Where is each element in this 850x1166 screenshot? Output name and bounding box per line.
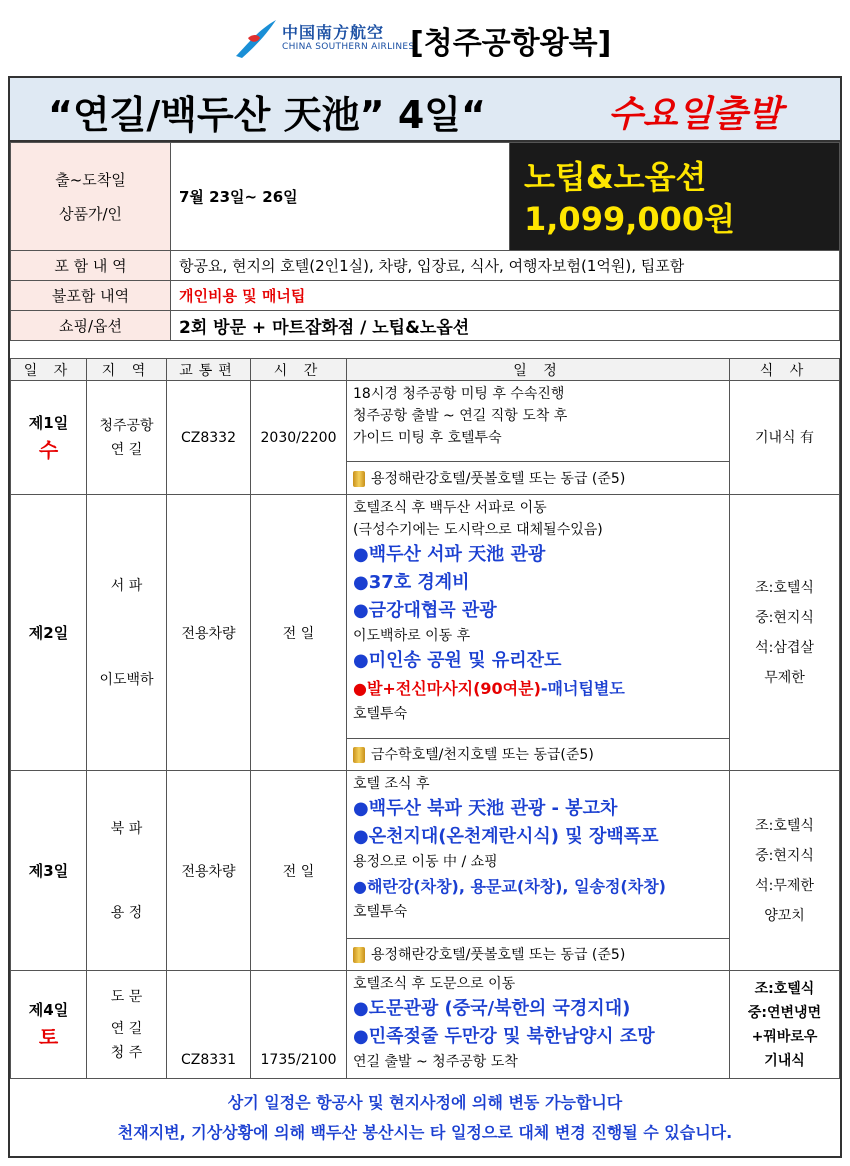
hotel-cell xyxy=(347,461,730,494)
region-cell xyxy=(87,771,167,971)
itinerary-line: 18시경 청주공항 미팅 후 수속진행 xyxy=(353,386,565,402)
info-table xyxy=(10,142,840,341)
hotel-cell xyxy=(347,938,730,970)
meal-cell xyxy=(730,771,840,971)
hotel-name: 용정해란강호텔/풋볼호텔 또는 동급 (준5) xyxy=(371,947,626,964)
itinerary-line: 이도백하로 이동 후 xyxy=(353,628,471,644)
itinerary-frame xyxy=(8,76,842,1158)
day-cell xyxy=(11,381,87,495)
meal-line: 조:호텔식 xyxy=(754,980,815,997)
hotel-icon xyxy=(353,947,365,963)
hotel-cell xyxy=(347,738,730,770)
exclude-label: 불포함 내역 xyxy=(11,281,171,311)
meal-line: 중:현지식 xyxy=(755,609,814,626)
footer-line: 천재지변, 기상상황에 의해 백두산 봉산시는 타 일정으로 대체 변경 진행될 수 있습니다. xyxy=(117,1123,733,1142)
itinerary-cell xyxy=(347,381,730,462)
day-label: 제1일 xyxy=(28,414,69,432)
shopping-label: 쇼핑/옵션 xyxy=(11,311,171,341)
include-label: 포 함 내 역 xyxy=(11,251,171,281)
region-name: 북 파 xyxy=(110,820,143,837)
china-southern-logo-icon xyxy=(232,16,278,62)
transport-cell: CZ8332 xyxy=(167,381,251,495)
day-label: 제3일 xyxy=(28,861,69,880)
day-label: 제2일 xyxy=(28,623,69,642)
highlight-line: ●민족젖줄 두만강 및 북한남양시 조망 xyxy=(353,1026,655,1047)
date-price-label xyxy=(11,143,171,251)
itinerary-line: 호텔 조식 후 xyxy=(353,776,430,792)
time-cell: 2030/2200 xyxy=(251,381,347,495)
highlight-line: ●해란강(차창), 용문교(차창), 일송정(차창) xyxy=(353,877,666,896)
itinerary-line: 연길 출발 ~ 청주공항 도착 xyxy=(353,1054,518,1070)
table-row xyxy=(11,971,840,1079)
itinerary-cell xyxy=(347,971,730,1079)
price-label: 상품가/인 xyxy=(58,204,122,223)
highlight-line: ●온천지대(온천계란시식) 및 장백폭포 xyxy=(353,826,659,847)
highlight-line: ●도문관광 (중국/북한의 국경지대) xyxy=(353,998,631,1019)
weekday-label: 토 xyxy=(38,1025,59,1049)
shopping-value: 2회 방문 + 마트잡화점 / 노팁&노옵션 xyxy=(171,311,840,341)
region-name: 연 길 xyxy=(110,1020,143,1037)
meal-cell: 기내식 有 xyxy=(730,381,840,495)
day-label: 제4일 xyxy=(28,1001,69,1019)
region-name: 용 정 xyxy=(110,904,143,921)
region-name: 청 주 xyxy=(110,1044,143,1061)
meal-line: 기내식 xyxy=(764,1052,805,1069)
itinerary-line: 청주공항 출발 ~ 연길 직항 도착 후 xyxy=(353,408,568,424)
region-name: 서 파 xyxy=(110,577,143,594)
highlight-line: ●미인송 공원 및 유리잔도 xyxy=(353,650,562,671)
itinerary-line: 호텔투숙 xyxy=(353,904,408,920)
day-cell xyxy=(11,971,87,1079)
price-value: 1,099,000원 xyxy=(524,199,736,238)
day-cell xyxy=(11,771,87,971)
itinerary-line: 호텔투숙 xyxy=(353,706,408,722)
header-itinerary: 일 정 xyxy=(347,359,730,381)
meal-cell xyxy=(730,971,840,1079)
footer-line: 상기 일정은 항공사 및 현지사정에 의해 변동 가능합니다 xyxy=(227,1093,623,1112)
manner-tip-note: -매너팁별도 xyxy=(540,679,625,698)
title-bar xyxy=(10,78,840,142)
highlight-line: ●37호 경계비 xyxy=(353,572,470,593)
region-name: 도 문 xyxy=(110,988,143,1005)
hotel-name: 금수학호텔/천지호텔 또는 동급(준5) xyxy=(371,747,594,764)
header-region: 지 역 xyxy=(87,359,167,381)
massage-line xyxy=(353,675,723,703)
header-day: 일 자 xyxy=(11,359,87,381)
table-row xyxy=(11,495,840,739)
header-meal: 식 사 xyxy=(730,359,840,381)
transport-cell: 전용차량 xyxy=(167,495,251,771)
date-value: 7월 23일~ 26일 xyxy=(171,143,510,251)
highlight-line: ●백두산 북파 天池 관광 - 봉고차 xyxy=(353,798,618,819)
highlight-line: ●금강대협곡 관광 xyxy=(353,600,497,621)
region-name: 이도백하 xyxy=(99,671,154,688)
departure-day: 수요일출발 xyxy=(608,94,782,135)
itinerary-line: 용정으로 이동 中 / 쇼핑 xyxy=(353,854,498,870)
hotel-icon xyxy=(353,747,365,763)
time-cell: 전 일 xyxy=(251,771,347,971)
include-value: 항공요, 현지의 호텔(2인1실), 차량, 입장료, 식사, 여행자보험(1억원), 팁포함 xyxy=(171,251,840,281)
itinerary-line: (극성수기에는 도시락으로 대체될수있음) xyxy=(353,522,603,538)
meal-line: +꿔바로우 xyxy=(751,1028,818,1045)
meal-line: 중:연변냉면 xyxy=(747,1004,822,1021)
table-row xyxy=(11,381,840,462)
date-label: 출~도착일 xyxy=(55,170,126,189)
hotel-name: 용정해란강호텔/풋볼호텔 또는 동급 (준5) xyxy=(371,470,626,487)
table-row xyxy=(11,771,840,939)
hotel-icon xyxy=(353,471,365,487)
region-name: 청주공항 xyxy=(99,417,154,434)
tour-title: “연길/백두산 天池” 4일“ xyxy=(48,93,486,137)
no-tip-label: 노팁&노옵션 xyxy=(524,157,707,196)
weekday-label: 수 xyxy=(38,438,59,462)
highlight-line: ●백두산 서파 天池 관광 xyxy=(353,544,546,565)
itinerary-line: 호텔조식 후 도문으로 이동 xyxy=(353,976,516,992)
route-title: [청주공항왕복] xyxy=(410,26,612,61)
page-header xyxy=(0,14,850,66)
header-transport: 교통편 xyxy=(167,359,251,381)
day-cell xyxy=(11,495,87,771)
airline-name-en: CHINA SOUTHERN AIRLINES xyxy=(282,42,415,52)
schedule-table xyxy=(10,358,840,1079)
itinerary-cell xyxy=(347,771,730,939)
massage-text: ●발+전신마사지(90여분) xyxy=(353,679,541,698)
header-time: 시 간 xyxy=(251,359,347,381)
meal-line: 조:호텔식 xyxy=(755,817,814,834)
meal-line: 중:현지식 xyxy=(755,847,814,864)
meal-line: 석:삼겹살 xyxy=(755,639,814,656)
itinerary-line: 호텔조식 후 백두산 서파로 이동 xyxy=(353,500,547,516)
meal-cell xyxy=(730,495,840,771)
region-name: 연 길 xyxy=(110,441,143,458)
region-cell xyxy=(87,971,167,1079)
itinerary-line: 가이드 미팅 후 호텔투숙 xyxy=(353,430,502,446)
transport-cell: CZ8331 xyxy=(167,971,251,1079)
itinerary-cell xyxy=(347,495,730,739)
region-cell xyxy=(87,381,167,495)
region-cell xyxy=(87,495,167,771)
meal-line: 조:호텔식 xyxy=(755,579,814,596)
exclude-value: 개인비용 및 매너팁 xyxy=(171,281,840,311)
time-cell: 1735/2100 xyxy=(251,971,347,1079)
time-cell: 전 일 xyxy=(251,495,347,771)
meal-line: 석:무제한 xyxy=(755,877,814,894)
footer-notice xyxy=(10,1076,840,1156)
meal-line: 양꼬치 xyxy=(764,907,805,924)
meal-line: 무제한 xyxy=(764,669,805,686)
airline-name-cn: 中国南方航空 xyxy=(282,23,385,42)
transport-cell: 전용차량 xyxy=(167,771,251,971)
price-box xyxy=(510,143,840,251)
